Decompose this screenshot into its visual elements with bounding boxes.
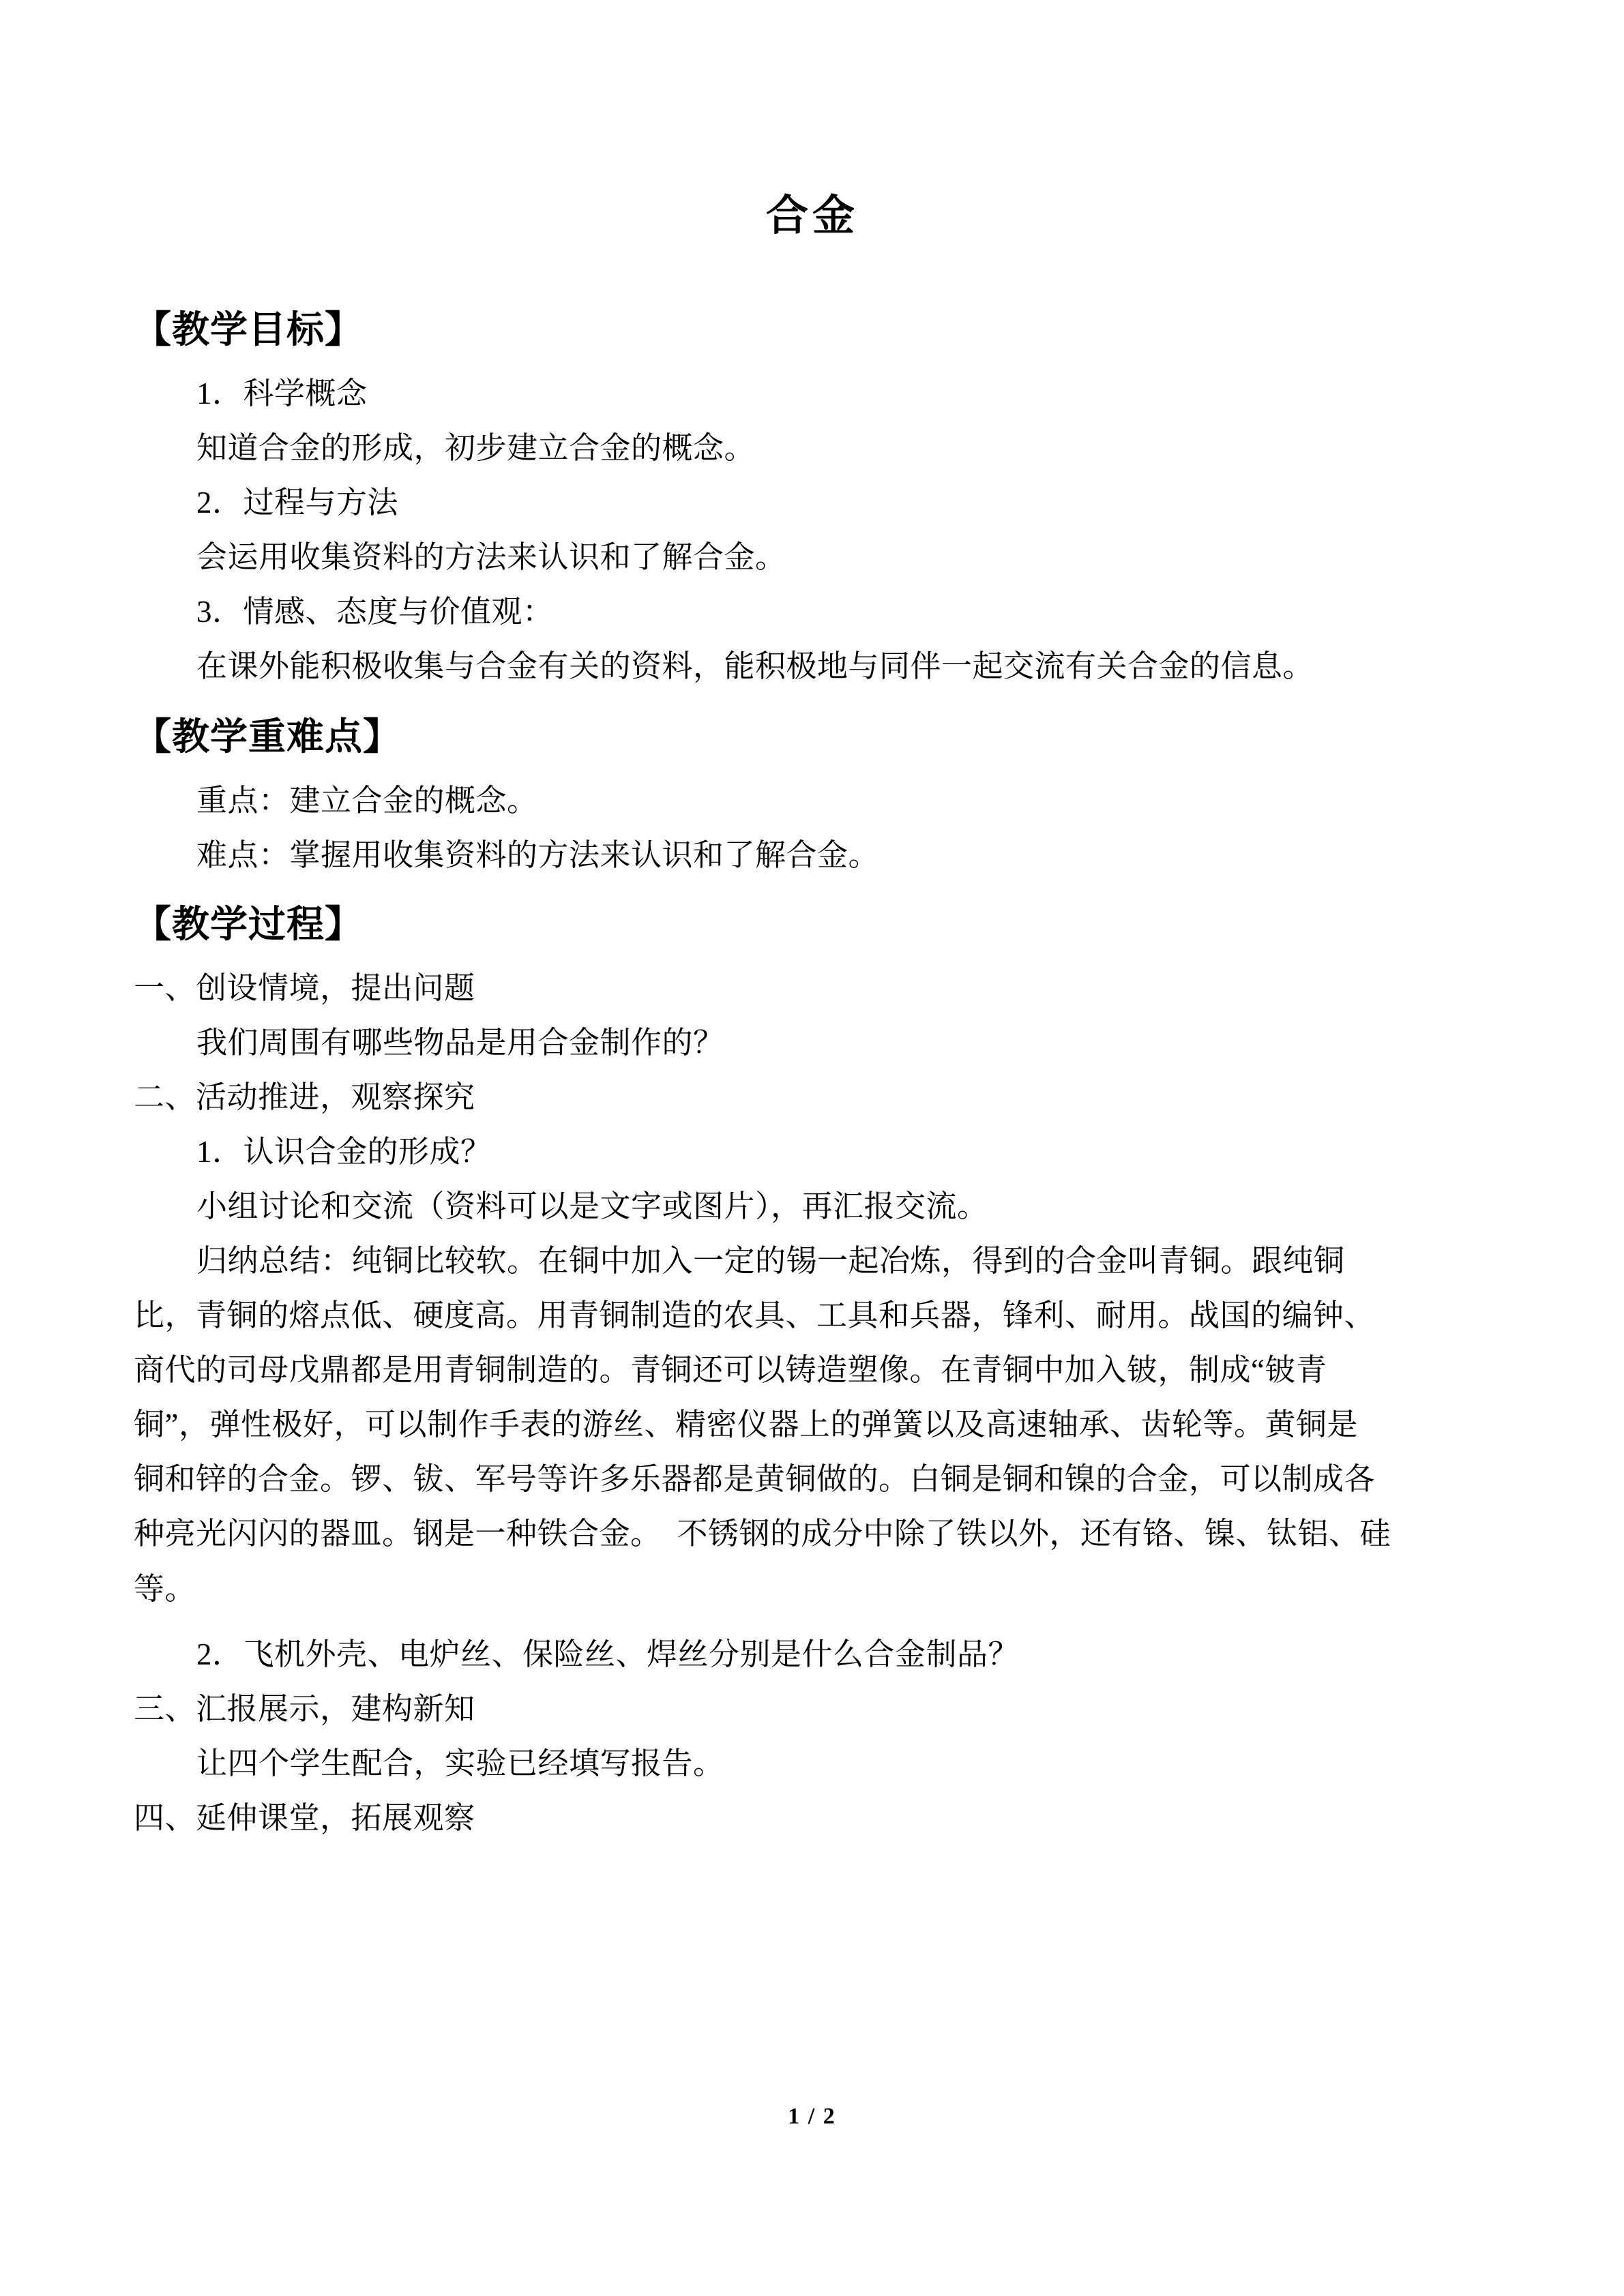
- summary-paragraph-line-7: 等。: [134, 1571, 196, 1606]
- objective-item-3-body: 在课外能积极收集与合金有关的资料，能积极地与同伴一起交流有关合金的信息。: [196, 649, 1314, 684]
- process-step-2-item-1-body: 小组讨论和交流（资料可以是文字或图片），再汇报交流。: [196, 1189, 988, 1223]
- summary-paragraph-line-6: 种亮光闪闪的器皿。钢是一种铁合金。 不锈钢的成分中除了铁以外，还有铬、镍、钛铝、硅: [134, 1517, 1391, 1551]
- process-step-2-title: 二、活动推进，观察探究: [134, 1079, 475, 1114]
- process-step-1-body: 我们周围有哪些物品是用合金制作的？: [196, 1025, 724, 1060]
- summary-paragraph-line-2: 比，青铜的熔点低、硬度高。用青铜制造的农具、工具和兵器，锋利、耐用。战国的编钟、: [134, 1298, 1376, 1333]
- objective-item-2: 2．过程与方法: [196, 485, 399, 520]
- document-body: [134, 0, 1491, 1845]
- section-heading-key-difficulties: 【教学重难点】: [134, 716, 402, 758]
- objective-item-1-body: 知道合金的形成，初步建立合金的概念。: [196, 430, 756, 465]
- summary-paragraph-line-3: 商代的司母戊鼎都是用青铜制造的。青铜还可以铸造塑像。在青铜中加入铍，制成“铍青: [134, 1353, 1327, 1388]
- section-heading-objectives: 【教学目标】: [134, 309, 364, 351]
- process-step-2-item-1: 1．认识合金的形成？: [196, 1134, 492, 1169]
- process-step-2-item-2: 2．飞机外壳、电炉丝、保险丝、焊丝分别是什么合金制品？: [196, 1637, 1020, 1671]
- objective-item-2-body: 会运用收集资料的方法来认识和了解合金。: [196, 539, 786, 574]
- summary-paragraph-line-4: 铜”，弹性极好，可以制作手表的游丝、精密仪器上的弹簧以及高速轴承、齿轮等。黄铜是: [134, 1407, 1358, 1442]
- objective-item-3: 3．情感、态度与价值观：: [196, 594, 554, 629]
- process-step-3-title: 三、汇报展示，建构新知: [134, 1691, 475, 1726]
- summary-paragraph-line-1: 归纳总结：纯铜比较软。在铜中加入一定的锡一起冶炼，得到的合金叫青铜。跟纯铜: [196, 1244, 1345, 1278]
- process-step-1-title: 一、创设情境，提出问题: [134, 970, 475, 1005]
- page-number-footer: 1 / 2: [788, 2104, 836, 2129]
- objective-item-1: 1．科学概念: [196, 376, 368, 411]
- summary-paragraph-line-5: 铜和锌的合金。锣、钹、军号等许多乐器都是黄铜做的。白铜是铜和镍的合金，可以制成各: [134, 1462, 1376, 1497]
- process-step-3-body: 让四个学生配合，实验已经填写报告。: [196, 1746, 724, 1780]
- key-point-line: 重点：建立合金的概念。: [196, 783, 538, 818]
- page-title: 合金: [765, 193, 859, 239]
- process-step-4-title: 四、延伸课堂，拓展观察: [134, 1800, 475, 1835]
- section-heading-process: 【教学过程】: [134, 903, 364, 945]
- difficult-point-line: 难点：掌握用收集资料的方法来认识和了解合金。: [196, 837, 880, 872]
